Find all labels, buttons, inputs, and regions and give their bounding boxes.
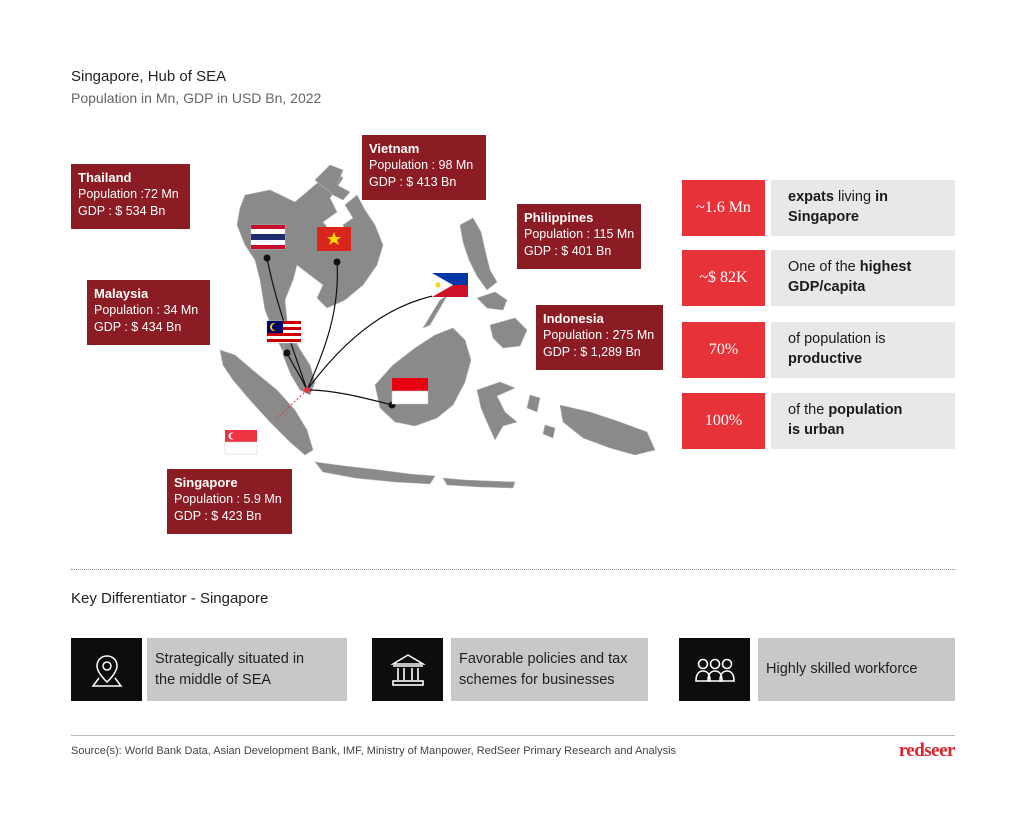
- stat-value: 70%: [682, 322, 765, 378]
- page-title: Singapore, Hub of SEA: [71, 68, 227, 85]
- country-population: Population :72 Mn: [78, 187, 179, 201]
- differentiator-line: Highly skilled workforce: [766, 661, 918, 677]
- differentiator-text-policies: [451, 638, 648, 701]
- key-differentiator-title: Key Differentiator - Singapore: [71, 590, 269, 607]
- vietnam-flag-icon: [317, 227, 351, 251]
- point-vietnam: [334, 259, 341, 266]
- sulawesi: [477, 382, 517, 440]
- borneo: [375, 328, 471, 426]
- stat-text-bold: population: [828, 402, 903, 418]
- country-gdp: GDP : $ 413 Bn: [369, 175, 457, 189]
- lesser-sunda: [443, 478, 515, 488]
- differentiator-line: schemes for businesses: [459, 671, 615, 688]
- country-population: Population : 98 Mn: [369, 158, 474, 172]
- stat-text-bold: productive: [788, 351, 863, 367]
- country-name: Thailand: [78, 170, 132, 185]
- stat-text: of the: [788, 402, 829, 418]
- country-box-vietnam: [362, 135, 486, 200]
- government-building-icon: [372, 638, 443, 701]
- stat-text-bold: in: [875, 189, 888, 205]
- stat-text: of population is: [788, 331, 886, 347]
- country-box-thailand: [71, 164, 190, 229]
- differentiator-line: Strategically situated in: [155, 650, 305, 667]
- stat-text-bold: Singapore: [788, 209, 859, 225]
- stat-description: [771, 322, 955, 378]
- mainland-landmass: [237, 170, 383, 378]
- stat-value: ~$ 82K: [682, 250, 765, 306]
- indonesia-flag-icon: [392, 378, 428, 404]
- source-note: Source(s): World Bank Data, Asian Development Bank, IMF, Ministry of Manpower, RedSeer Primary Research and Analysis: [71, 745, 677, 757]
- footer-divider: [71, 735, 955, 736]
- stat-text: One of the: [788, 259, 860, 275]
- stat-description: [771, 250, 955, 306]
- stat-value: 100%: [682, 393, 765, 449]
- country-gdp: GDP : $ 423 Bn: [174, 509, 262, 523]
- redseer-logo: redseer: [898, 740, 955, 761]
- stat-row-urban: [682, 393, 955, 449]
- country-population: Population : 34 Mn: [94, 303, 199, 317]
- country-name: Malaysia: [94, 286, 149, 301]
- singapore-flag-icon: [225, 430, 257, 454]
- java: [315, 462, 435, 484]
- country-name: Indonesia: [543, 311, 604, 326]
- country-population: Population : 115 Mn: [524, 227, 635, 241]
- stat-description: [771, 180, 955, 236]
- malaysia-flag-icon: [267, 321, 301, 343]
- differentiator-text-workforce: [758, 638, 955, 701]
- country-population: Population : 275 Mn: [543, 328, 655, 342]
- differentiator-line: Favorable policies and tax: [459, 650, 628, 667]
- country-population: Population : 5.9 Mn: [174, 492, 282, 506]
- country-box-singapore: [167, 469, 292, 534]
- point-malaysia: [284, 350, 291, 357]
- stat-text-bold: GDP/capita: [788, 279, 866, 295]
- country-gdp: GDP : $ 401 Bn: [524, 244, 612, 258]
- mindanao: [490, 318, 527, 348]
- papua: [560, 405, 655, 455]
- country-name: Singapore: [174, 475, 238, 490]
- country-box-philippines: [517, 204, 641, 269]
- point-thailand: [264, 255, 271, 262]
- moluccas: [527, 395, 555, 438]
- country-gdp: GDP : $ 434 Bn: [94, 320, 182, 334]
- differentiator-text-location: [147, 638, 347, 701]
- stat-text-bold: highest: [859, 259, 912, 275]
- people-group-icon: [679, 638, 750, 701]
- country-box-indonesia: [536, 305, 663, 370]
- stat-value: ~1.6 Mn: [682, 180, 765, 236]
- differentiator-line: the middle of SEA: [155, 671, 272, 688]
- stat-text: living: [833, 189, 876, 205]
- page-subtitle: Population in Mn, GDP in USD Bn, 2022: [71, 90, 322, 106]
- country-name: Vietnam: [369, 141, 420, 156]
- country-gdp: GDP : $ 534 Bn: [78, 204, 166, 218]
- philippines-flag-icon: [432, 273, 468, 297]
- thailand-flag-icon: [251, 225, 285, 249]
- stat-text-bold: expats: [788, 189, 834, 205]
- stat-description: [771, 393, 955, 449]
- stat-text-bold: is urban: [788, 422, 845, 438]
- country-box-malaysia: [87, 280, 210, 345]
- stat-row-productive: [682, 322, 955, 378]
- visayas: [477, 292, 507, 310]
- section-divider: [71, 569, 955, 570]
- country-gdp: GDP : $ 1,289 Bn: [543, 345, 641, 359]
- country-name: Philippines: [524, 210, 594, 225]
- stat-row-expats: [682, 180, 955, 236]
- palawan: [423, 296, 447, 328]
- stat-row-gdp-capita: [682, 250, 955, 306]
- map-pin-icon: [71, 638, 142, 701]
